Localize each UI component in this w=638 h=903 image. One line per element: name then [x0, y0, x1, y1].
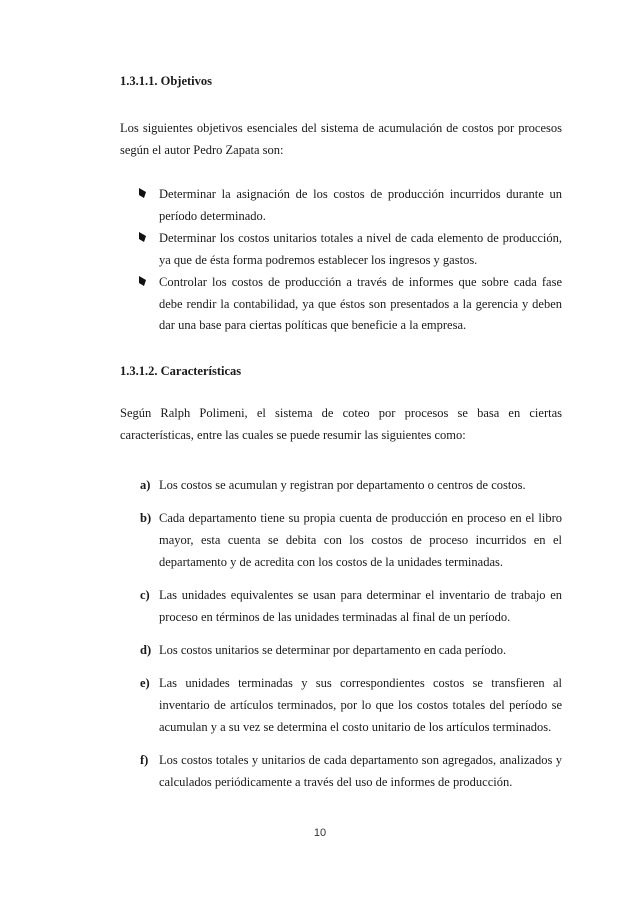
item-marker: c)	[140, 588, 150, 602]
objetivos-list	[120, 184, 562, 337]
list-item	[120, 584, 562, 628]
list-item	[120, 639, 562, 661]
item-text: Los costos unitarios se determinar por departamento en cada período.	[159, 643, 507, 657]
bullet-text: Controlar los costos de producción a través de informes que sobre cada fase debe rendir la contabilidad, ya que éstos son presentados a la gerencia y deben dar una base para ciertas políticas que beneficie a la empresa.	[159, 275, 562, 332]
intro-caracteristicas: Según Ralph Polimeni, el sistema de coteo por procesos se basa en ciertas características, entre las cuales se puede resumir las siguientes como:	[120, 406, 562, 442]
bullet-text: Determinar la asignación de los costos de producción incurridos durante un período determinado.	[159, 187, 562, 223]
item-text: Cada departamento tiene su propia cuenta de producción en proceso en el libro mayor, esta cuenta se debita con los costos de proceso incurridos en el departamento y de acredita con los costos de la unidades terminadas.	[159, 511, 562, 569]
list-item	[120, 749, 562, 793]
item-text: Las unidades equivalentes se usan para determinar el inventario de trabajo en proceso en términos de las unidades terminadas al final de un período.	[159, 588, 562, 624]
list-item	[120, 228, 562, 271]
intro-objetivos: Los siguientes objetivos esenciales del sistema de acumulación de costos por procesos según el autor Pedro Zapata son:	[120, 121, 562, 157]
list-item	[120, 507, 562, 573]
heading-caracteristicas: 1.3.1.2. Características	[120, 364, 242, 378]
caracteristicas-list	[120, 474, 562, 793]
list-item	[120, 272, 562, 337]
heading-objetivos: 1.3.1.1. Objetivos	[120, 74, 213, 88]
item-marker: f)	[140, 753, 149, 767]
list-item	[120, 474, 562, 496]
item-text: Los costos se acumulan y registran por departamento o centros de costos.	[159, 478, 526, 492]
list-item	[120, 184, 562, 227]
item-marker: e)	[140, 676, 150, 690]
item-text: Los costos totales y unitarios de cada departamento son agregados, analizados y calculados periódicamente a través del uso de informes de producción.	[159, 753, 562, 789]
bullet-text: Determinar los costos unitarios totales a nivel de cada elemento de producción, ya que de ésta forma podremos establecer los ingresos y gastos.	[159, 231, 562, 267]
item-marker: b)	[140, 511, 152, 525]
item-text: Las unidades terminadas y sus correspondientes costos se transfieren al inventario de artículos terminados, por lo que los costos totales del período se acumulan y a su vez se determina el costo unitario de los artículos terminados.	[159, 676, 562, 734]
list-item	[120, 672, 562, 738]
bullet-icon	[139, 276, 146, 286]
bullet-icon	[139, 232, 146, 242]
bullet-icon	[139, 188, 146, 198]
item-marker: a)	[140, 478, 151, 492]
item-marker: d)	[140, 643, 152, 657]
page-number: 10	[313, 827, 327, 839]
